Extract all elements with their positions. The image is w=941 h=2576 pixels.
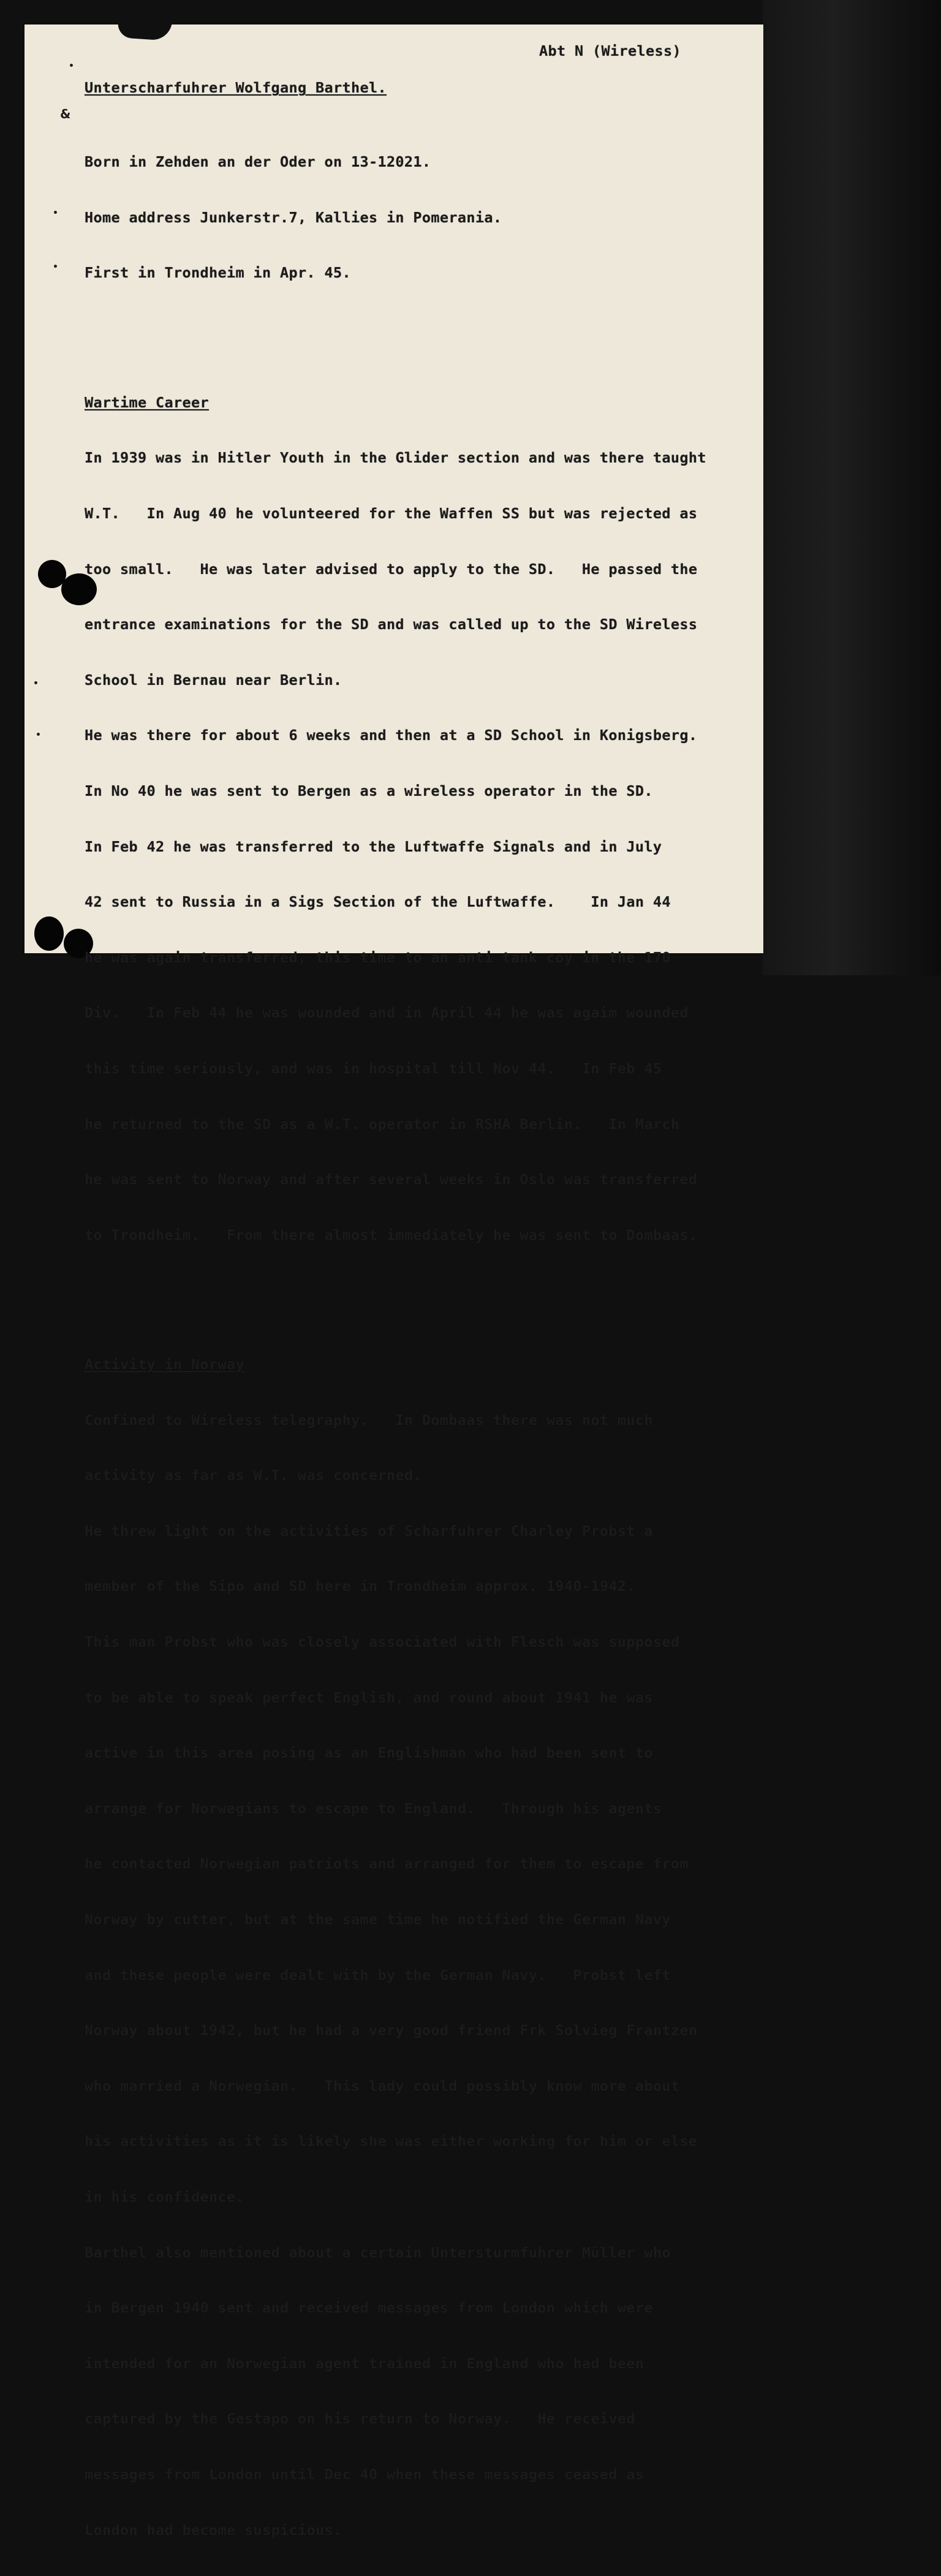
- career-line: entrance examinations for the SD and was called up to the SD Wireless: [85, 616, 698, 633]
- career-line: School in Bernau near Berlin.: [85, 671, 342, 689]
- career-line: 42 sent to Russia in a Sigs Section of the Luftwaffe. In Jan 44: [85, 893, 671, 911]
- career-line: he returned to the SD as a W.T. operator in RSHA Berlin. In March: [85, 1115, 680, 1133]
- norway-line: captured by the Gestapo on his return to Norway. He received: [85, 2410, 635, 2428]
- career-line: to Trondheim. From there almost immediately he was sent to Dombaas.: [85, 1226, 698, 1244]
- spacer: [85, 1281, 758, 1299]
- norway-line: to be able to speak perfect English, and round about 1941 he was: [85, 1688, 653, 1706]
- career-line: this time seriously, and was in hospital till Nov 44. In Feb 45: [85, 1059, 662, 1077]
- career-line: Div. In Feb 44 he was wounded and in April 44 he was agaim wounded: [85, 1004, 689, 1022]
- norway-line: in his confidence.: [85, 2188, 244, 2205]
- career-line: In 1939 was in Hitler Youth in the Glider section and was there taught: [85, 449, 706, 467]
- career-line: He was there for about 6 weeks and then at a SD School in Konigsberg.: [85, 727, 698, 744]
- norway-line: Confined to Wireless telegraphy. In Dombaas there was not much: [85, 1411, 653, 1429]
- department-label: Abt N (Wireless): [539, 42, 681, 59]
- norway-line: London had become suspicious.: [85, 2521, 342, 2539]
- born-line: Born in Zehden an der Oder on 13-12021.: [85, 153, 431, 171]
- document-page: [25, 25, 763, 2539]
- first-seen-line: First in Trondheim in Apr. 45.: [85, 264, 351, 282]
- norway-line: in Bergen 1940 sent and received messages from London which were: [85, 2299, 653, 2317]
- career-line: In Feb 42 he was transferred to the Luftwaffe Signals and in July: [85, 837, 662, 855]
- norway-line: his activities as it is likely she was either working for him or else: [85, 2132, 698, 2150]
- margin-dot: •: [33, 679, 39, 689]
- norway-line: he contacted Norwegian patriots and arranged for them to escape from: [85, 1855, 689, 1873]
- norway-line: activity as far as W.T. was concerned.: [85, 1467, 422, 1484]
- norway-line: Norway about 1942, but he had a very good friend Frk Solvieg Frantzen: [85, 2022, 698, 2039]
- norway-line: who married a Norwegian. This lady could possibly know more about: [85, 2077, 680, 2094]
- career-line: he was sent to Norway and after several weeks in Oslo was transferred: [85, 1171, 698, 1188]
- career-line: too small. He was later advised to apply to the SD. He passed the: [85, 560, 698, 578]
- margin-dot: •: [53, 208, 58, 218]
- norway-line: active in this area posing as an Englishman who had been sent to: [85, 1744, 653, 1762]
- margin-dot: •: [69, 61, 74, 71]
- career-line: he was again transferred, this time to an anti tank coy in the 170: [85, 948, 671, 966]
- norway-line: member of the Sipo and SD here in Trondheim approx. 1940-1942.: [85, 1577, 635, 1595]
- margin-dot: •: [53, 262, 58, 272]
- section-heading-norway: Activity in Norway: [85, 1356, 244, 1373]
- section-heading-career: Wartime Career: [85, 393, 209, 411]
- spacer: [85, 319, 758, 338]
- torn-corner: [117, 18, 172, 41]
- career-line: In No 40 he was sent to Bergen as a wireless operator in the SD.: [85, 782, 653, 799]
- punch-hole-3: [34, 916, 64, 951]
- norway-line: messages from London until Dec 40 when these messages ceased as: [85, 2465, 644, 2483]
- norway-line: Norway by cutter, but at the same time he notified the German Navy: [85, 1911, 671, 1928]
- home-address-line: Home address Junkerstr.7, Kallies in Pomerania.: [85, 208, 502, 226]
- norway-line: intended for an Norwegian agent trained in England who had been: [85, 2354, 644, 2372]
- norway-line: This man Probst who was closely associated with Flesch was supposed: [85, 1633, 680, 1651]
- career-line: W.T. In Aug 40 he volunteered for the Waffen SS but was rejected as: [85, 504, 698, 522]
- norway-line: Barthel also mentioned about a certain Untersturmfuhrer Müller who: [85, 2243, 671, 2261]
- norway-line: arrange for Norwegians to escape to England. Through his agents: [85, 1799, 662, 1817]
- norway-line: and these people were dealt with by the German Navy. Probst left: [85, 1966, 671, 1984]
- norway-line: He threw light on the activities of Scharfuhrer Charley Probst a: [85, 1522, 653, 1539]
- subject-name: Unterscharfuhrer Wolfgang Barthel.: [85, 79, 387, 97]
- typed-text: [85, 42, 758, 2576]
- margin-mark: &: [60, 107, 71, 121]
- margin-dot: •: [36, 730, 41, 740]
- background-right: [763, 0, 941, 975]
